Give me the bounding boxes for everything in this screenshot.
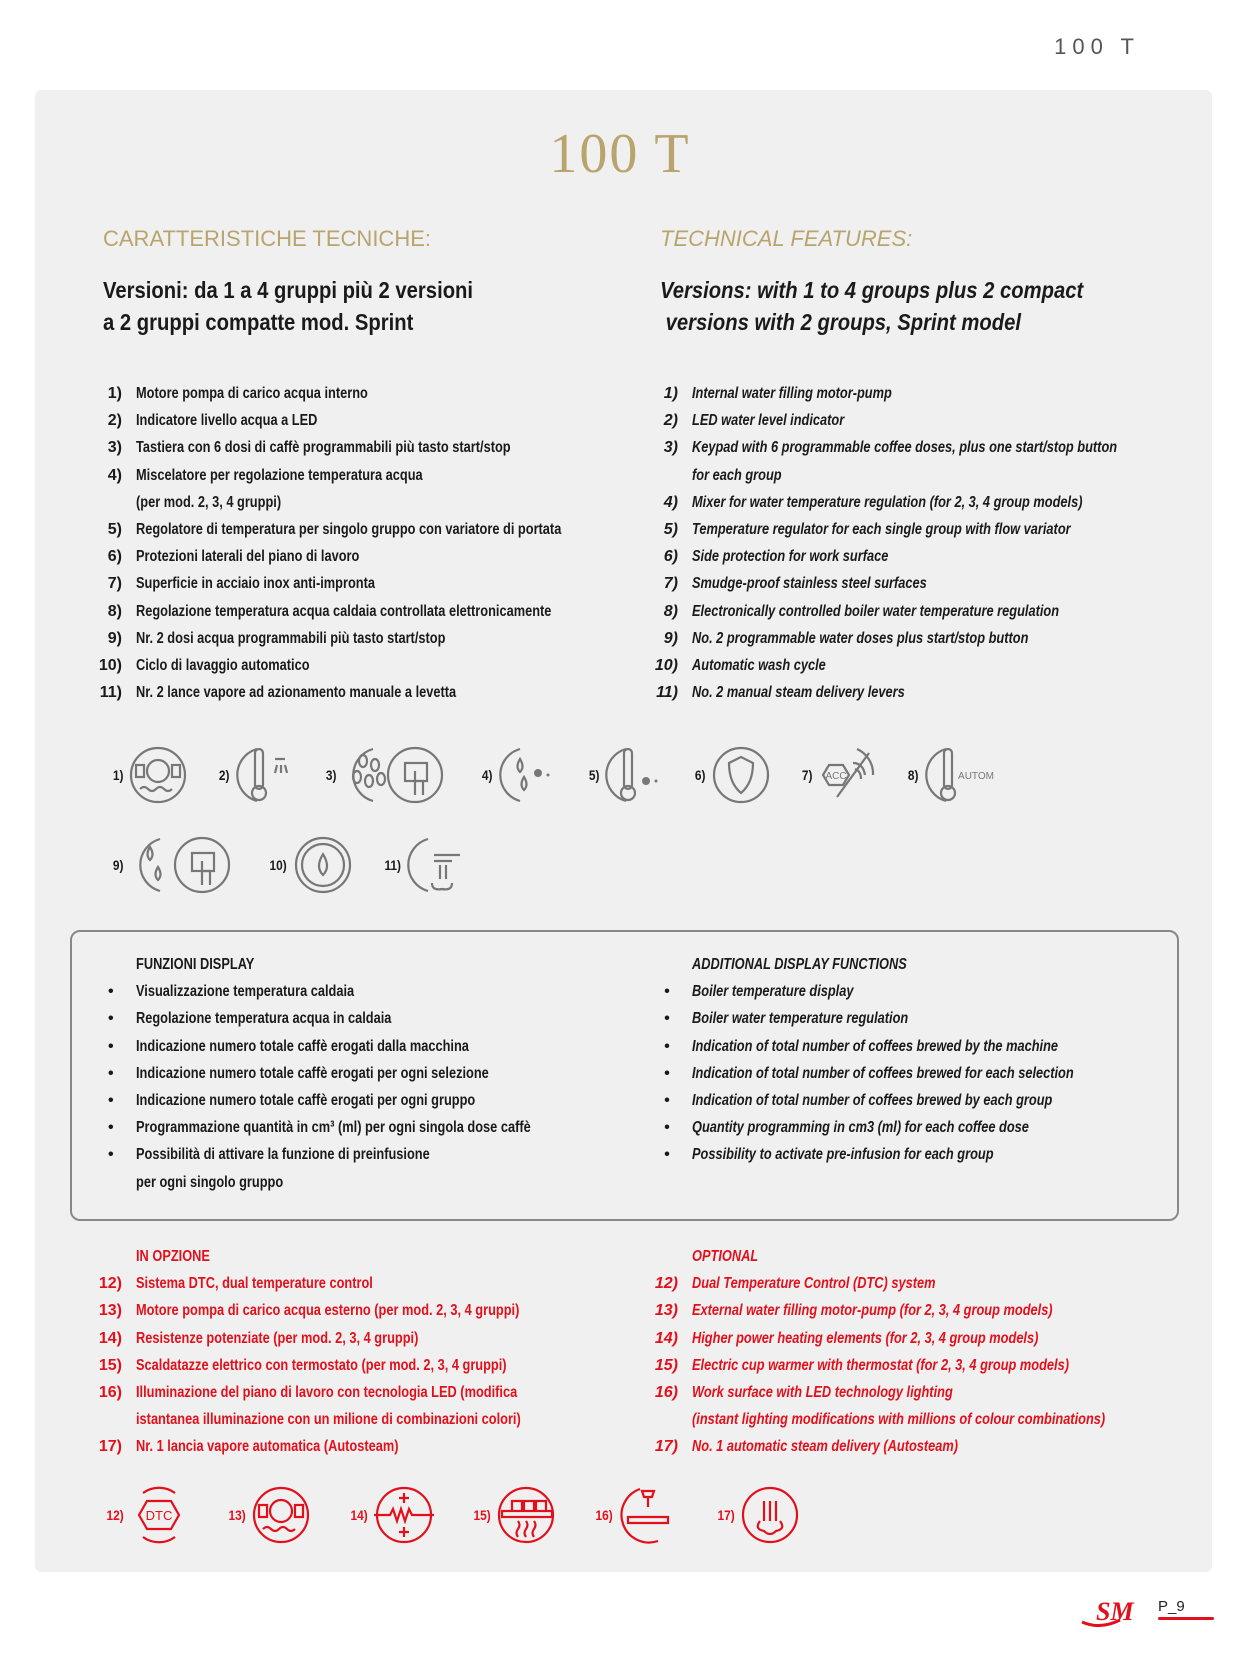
page-title: 100 T bbox=[549, 123, 691, 185]
item-number: 1) bbox=[107, 385, 122, 402]
subheading-it bbox=[103, 274, 524, 338]
item-number: 1) bbox=[663, 385, 678, 402]
item-text: Possibility to activate pre-infusion for each group bbox=[692, 1146, 994, 1164]
feature-icon-item bbox=[227, 1485, 311, 1545]
item-number: 13) bbox=[98, 1302, 122, 1320]
icon-label: 4) bbox=[482, 767, 493, 783]
subheading-line: Versioni: da 1 a 4 gruppi più 2 versioni bbox=[103, 277, 474, 303]
item-text: LED water level indicator bbox=[692, 412, 845, 430]
item-text: Work surface with LED technology lighting bbox=[692, 1383, 953, 1401]
bullet: • bbox=[664, 1146, 670, 1164]
icon-label: 17) bbox=[717, 1507, 735, 1523]
item-number: 12) bbox=[654, 1275, 678, 1293]
item-number: 9) bbox=[107, 629, 122, 647]
feature-icon-item bbox=[218, 745, 294, 805]
item-text: External water filling motor-pump (for 2, 3, 4 group models) bbox=[692, 1302, 1053, 1320]
page-header-label: 100 T bbox=[1054, 34, 1140, 59]
item-text: Indicazione numero totale caffè erogati per ogni selezione bbox=[136, 1064, 489, 1082]
optional-heading-en: OPTIONAL bbox=[692, 1248, 759, 1265]
item-number: 10) bbox=[98, 656, 122, 674]
feature-icon-item bbox=[105, 1485, 189, 1545]
optional-icons-row bbox=[105, 1485, 838, 1545]
subheading-line: a 2 gruppi compatte mod. Sprint bbox=[103, 309, 414, 335]
item-text: Dual Temperature Control (DTC) system bbox=[692, 1275, 936, 1293]
steam-lever-icon bbox=[406, 835, 466, 895]
item-text: Regolazione temperatura acqua caldaia controllata elettronicamente bbox=[136, 602, 552, 620]
item-text: Indicazione numero totale caffè erogati dalla macchina bbox=[136, 1037, 469, 1055]
bullet: • bbox=[108, 1119, 114, 1137]
feature-icon-item bbox=[268, 835, 352, 895]
thermometer-flow-icon bbox=[604, 745, 664, 805]
bullet: • bbox=[664, 983, 670, 1001]
feature-icons-row-2 bbox=[112, 835, 496, 895]
autosteam-icon bbox=[740, 1485, 800, 1545]
item-text: Indication of total number of coffees brewed by the machine bbox=[692, 1037, 1059, 1055]
item-number: 4) bbox=[663, 493, 678, 511]
item-text: Indication of total number of coffees brewed by each group bbox=[692, 1091, 1053, 1109]
item-number: 11) bbox=[656, 684, 678, 702]
bullet: • bbox=[664, 1037, 670, 1055]
item-text: Resistenze potenziate (per mod. 2, 3, 4 gruppi) bbox=[136, 1329, 419, 1347]
item-text: Motore pompa di carico acqua esterno (per mod. 2, 3, 4 gruppi) bbox=[136, 1302, 520, 1320]
icon-label: 6) bbox=[695, 767, 706, 783]
page-number-text: P_9 bbox=[1158, 1598, 1185, 1615]
bullet: • bbox=[664, 1091, 670, 1109]
feature-icon-item bbox=[801, 745, 877, 805]
feature-icon-item bbox=[481, 745, 557, 805]
item-text: Motore pompa di carico acqua interno bbox=[136, 385, 368, 402]
item-text: Smudge-proof stainless steel surfaces bbox=[692, 575, 927, 593]
bullet: • bbox=[664, 1064, 670, 1082]
item-text: Higher power heating elements (for 2, 3, 4 group models) bbox=[692, 1329, 1039, 1347]
icon-label: 10) bbox=[269, 857, 288, 873]
item-text: Quantity programming in cm3 (ml) for each coffee dose bbox=[692, 1119, 1029, 1137]
item-number: 6) bbox=[663, 548, 678, 566]
water-pump-icon bbox=[128, 745, 188, 805]
bullet: • bbox=[664, 1119, 670, 1137]
item-text: Electric cup warmer with thermostat (for 2, 3, 4 group models) bbox=[692, 1356, 1069, 1374]
item-text: Protezioni laterali del piano di lavoro bbox=[136, 548, 360, 566]
bullet: • bbox=[108, 1010, 114, 1028]
item-number: 2) bbox=[663, 412, 678, 430]
item-number: 15) bbox=[654, 1356, 678, 1374]
item-number: 4) bbox=[107, 466, 122, 484]
item-number: 5) bbox=[107, 520, 122, 538]
icon-label: 11) bbox=[384, 857, 401, 873]
item-text: Sistema DTC, dual temperature control bbox=[136, 1275, 373, 1293]
feature-icon-item bbox=[594, 1485, 678, 1545]
feature-icon-item bbox=[694, 745, 770, 805]
heading-it: CARATTERISTICHE TECNICHE: bbox=[103, 226, 431, 251]
feature-icons-row-1 bbox=[112, 745, 1029, 805]
item-text: for each group bbox=[692, 466, 782, 484]
item-text: Programmazione quantità in cm³ (ml) per ogni singola dose caffè bbox=[136, 1119, 531, 1137]
icon-label: 3) bbox=[325, 767, 337, 783]
item-number: 13) bbox=[654, 1302, 678, 1320]
subheading-en bbox=[660, 274, 1141, 338]
optional-heading-it: IN OPZIONE bbox=[136, 1248, 210, 1265]
subheading-line: Versions: with 1 to 4 groups plus 2 compact bbox=[660, 277, 1084, 303]
feature-icon-item bbox=[472, 1485, 556, 1545]
item-text: No. 2 manual steam delivery levers bbox=[692, 684, 905, 702]
bullet: • bbox=[664, 1010, 670, 1028]
svg-text:ACC: ACC bbox=[825, 771, 847, 782]
cup-warmer-icon bbox=[496, 1485, 556, 1545]
item-text: Regolatore di temperatura per singolo gruppo con variatore di portata bbox=[136, 520, 562, 538]
icon-label: 7) bbox=[801, 767, 813, 783]
item-text: Superficie in acciaio inox anti-impronta bbox=[136, 575, 375, 593]
item-text: Indicazione numero totale caffè erogati per ogni gruppo bbox=[136, 1091, 476, 1109]
item-text: Boiler water temperature regulation bbox=[692, 1010, 909, 1028]
bullet: • bbox=[108, 1064, 114, 1082]
item-text: Visualizzazione temperatura caldaia bbox=[136, 983, 355, 1001]
item-number: 7) bbox=[663, 575, 678, 593]
bullet: • bbox=[108, 1037, 114, 1055]
item-text: Illuminazione del piano di lavoro con tecnologia LED (modifica bbox=[136, 1383, 518, 1401]
feature-icon-item bbox=[349, 1485, 433, 1545]
led-lighting-icon bbox=[618, 1485, 678, 1545]
svg-text:SM: SM bbox=[1096, 1597, 1134, 1626]
heating-element-icon bbox=[374, 1485, 434, 1545]
item-text: Possibilità di attivare la funzione di preinfusione bbox=[136, 1146, 430, 1164]
item-number: 6) bbox=[107, 548, 122, 566]
item-number: 16) bbox=[98, 1383, 122, 1401]
item-text: Miscelatore per regolazione temperatura acqua bbox=[136, 466, 423, 484]
item-text: No. 2 programmable water doses plus start/stop button bbox=[692, 629, 1029, 647]
display-heading-en: ADDITIONAL DISPLAY FUNCTIONS bbox=[692, 956, 907, 973]
wash-cycle-icon bbox=[293, 835, 353, 895]
item-text: Nr. 1 lancia vapore automatica (Autosteam) bbox=[136, 1438, 399, 1456]
item-number: 3) bbox=[663, 439, 678, 457]
svg-text:DTC: DTC bbox=[145, 1508, 173, 1523]
item-number: 10) bbox=[654, 656, 678, 674]
feature-icon-item bbox=[716, 1485, 800, 1545]
icon-label: 15) bbox=[473, 1507, 491, 1523]
item-text: Indicatore livello acqua a LED bbox=[136, 412, 318, 430]
item-number: 7) bbox=[107, 575, 122, 593]
external-pump-icon bbox=[251, 1485, 311, 1545]
item-text: Automatic wash cycle bbox=[692, 656, 826, 674]
item-number: 17) bbox=[98, 1438, 122, 1456]
item-number: 15) bbox=[98, 1356, 122, 1374]
subheading-line: versions with 2 groups, Sprint model bbox=[660, 309, 1022, 335]
icon-label: 2) bbox=[219, 767, 230, 783]
item-text: Ciclo di lavaggio automatico bbox=[136, 656, 310, 674]
item-text: Nr. 2 dosi acqua programmabili più tasto start/stop bbox=[136, 629, 446, 647]
thermometer-autom-icon bbox=[924, 745, 999, 805]
item-number: 14) bbox=[98, 1329, 122, 1347]
feature-icon-item bbox=[325, 745, 451, 805]
icon-label: 9) bbox=[112, 857, 124, 873]
item-number: 3) bbox=[107, 439, 122, 457]
item-text: Electronically controlled boiler water temperature regulation bbox=[692, 602, 1060, 620]
item-number: 5) bbox=[663, 520, 678, 538]
sm-logo bbox=[1080, 1596, 1152, 1630]
page-number bbox=[1158, 1598, 1214, 1620]
item-text: Boiler temperature display bbox=[692, 983, 854, 1001]
acc-fingerprint-icon bbox=[817, 745, 877, 805]
water-keypad-icon bbox=[128, 835, 238, 895]
item-number: 16) bbox=[654, 1383, 678, 1401]
item-text: Nr. 2 lance vapore ad azionamento manuale a levetta bbox=[136, 684, 457, 702]
item-text: Tastiera con 6 dosi di caffè programmabili più tasto start/stop bbox=[136, 439, 511, 457]
display-heading-it: FUNZIONI DISPLAY bbox=[136, 956, 255, 973]
item-text: Mixer for water temperature regulation (for 2, 3, 4 group models) bbox=[692, 493, 1083, 511]
shield-icon bbox=[711, 745, 771, 805]
water-mixer-icon bbox=[498, 745, 558, 805]
item-text: Regolazione temperatura acqua in caldaia bbox=[136, 1010, 392, 1028]
feature-icon-item bbox=[588, 745, 664, 805]
feature-icon-item bbox=[112, 835, 238, 895]
bullet: • bbox=[108, 1146, 114, 1164]
icon-label: 14) bbox=[350, 1507, 369, 1523]
icon-label: 13) bbox=[228, 1507, 246, 1523]
item-number: 8) bbox=[663, 602, 678, 620]
item-number: 11) bbox=[99, 684, 122, 702]
dtc-icon bbox=[129, 1485, 189, 1545]
item-number: 14) bbox=[654, 1329, 678, 1347]
item-number: 8) bbox=[107, 602, 122, 620]
item-text: per ogni singolo gruppo bbox=[136, 1173, 284, 1191]
feature-icon-item bbox=[907, 745, 998, 805]
feature-icon-item bbox=[383, 835, 466, 895]
item-number: 17) bbox=[654, 1438, 678, 1456]
item-text: Indication of total number of coffees brewed for each selection bbox=[692, 1064, 1074, 1082]
item-number: 12) bbox=[98, 1275, 122, 1293]
thermometer-led-icon bbox=[235, 745, 295, 805]
item-text: (per mod. 2, 3, 4 gruppi) bbox=[136, 493, 282, 511]
icon-label: 1) bbox=[112, 767, 124, 783]
item-text: istantanea illuminazione con un milione di combinazioni colori) bbox=[136, 1411, 521, 1429]
item-text: No. 1 automatic steam delivery (Autosteam) bbox=[692, 1438, 959, 1456]
page-number-underline bbox=[1158, 1617, 1214, 1620]
bullet: • bbox=[108, 983, 114, 1001]
svg-text:AUTOM: AUTOM bbox=[957, 771, 994, 782]
icon-label: 5) bbox=[588, 767, 600, 783]
item-text: Keypad with 6 programmable coffee doses, plus one start/stop button bbox=[692, 439, 1118, 457]
item-number: 2) bbox=[107, 412, 122, 430]
heading-en: TECHNICAL FEATURES: bbox=[660, 226, 913, 251]
item-text: Temperature regulator for each single group with flow variator bbox=[692, 520, 1071, 538]
item-number: 9) bbox=[663, 629, 678, 647]
item-text: Side protection for work surface bbox=[692, 548, 889, 566]
icon-label: 12) bbox=[106, 1507, 124, 1523]
feature-icon-item bbox=[112, 745, 188, 805]
bullet: • bbox=[108, 1091, 114, 1109]
icon-label: 8) bbox=[908, 767, 919, 783]
item-text: (instant lighting modifications with millions of colour combinations) bbox=[692, 1411, 1106, 1429]
item-text: Scaldatazze elettrico con termostato (per mod. 2, 3, 4 gruppi) bbox=[136, 1356, 507, 1374]
item-text: Internal water filling motor-pump bbox=[692, 385, 892, 402]
coffee-keypad-icon bbox=[341, 745, 451, 805]
icon-label: 16) bbox=[595, 1507, 613, 1523]
